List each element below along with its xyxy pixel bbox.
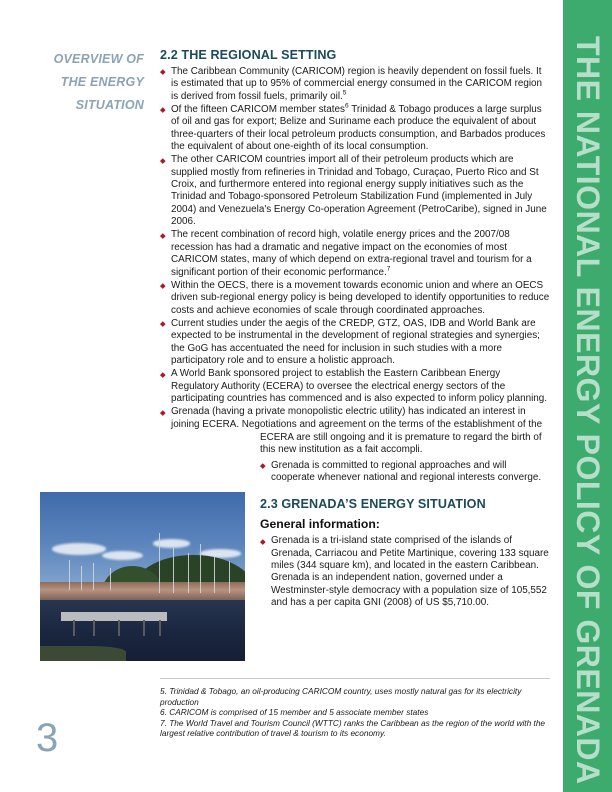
photo-piling — [143, 620, 145, 635]
photo-mast — [93, 563, 94, 590]
photo-cloud — [52, 543, 105, 555]
list-item — [260, 460, 550, 485]
list-item — [160, 280, 550, 317]
list-item — [160, 368, 550, 405]
subheading-general-information: General information: — [260, 517, 380, 532]
diamond-bullet-icon — [160, 108, 165, 113]
photo-shoreline — [40, 646, 126, 661]
footnote-7: 7. The World Travel and Tourism Council (WTTC) ranks the Caribbean as the region of the world with the largest relative contribution of travel & tourism to its economy. — [160, 717, 546, 739]
diamond-bullet-icon — [160, 283, 165, 288]
list-item — [160, 66, 550, 103]
diamond-bullet-icon — [160, 233, 165, 238]
list-item — [160, 104, 550, 153]
list-item-text: The other CARICOM countries import all of their petroleum products which are supplied mostly from refineries in Trinidad and Tobago, Curaçao, Puerto Rico and St Croix, and furthermore entered into regional energy supply initiatives such as the Trinidad and Tobago-sponsored Petroleum Stabilization Fund (implemented in July 2004) and Venezuela's Energy Co-operation Agreement (PetroCaribe), signed in June 2006. — [171, 154, 547, 228]
vertical-side-tab-title: THE NATIONAL ENERGY POLICY OF GRENADA — [570, 36, 606, 785]
diamond-bullet-icon — [160, 321, 165, 326]
list-item-text: A World Bank sponsored project to establish the Eastern Caribbean Energy Regulatory Authority (ECERA) to oversee the electrical energy sectors of the participating countries has commenced and is also expected to inform policy planning. — [171, 368, 548, 404]
bullet-list-2-3 — [260, 535, 550, 609]
photo-mast — [69, 560, 70, 590]
list-item-text: The Caribbean Community (CARICOM) region is heavily dependent on fossil fuels. It is estimated that up to 95% of commercial energy consumed in the CARICOM region is derived from fossil fuels, primarily oil. — [171, 66, 543, 102]
footnote-ref: 5 — [342, 89, 347, 97]
diamond-bullet-icon — [260, 463, 265, 468]
footnote-ref: 6 — [344, 102, 349, 110]
diamond-bullet-icon — [160, 410, 165, 415]
list-item — [260, 535, 550, 609]
diamond-bullet-icon — [160, 372, 165, 377]
list-item — [160, 229, 550, 278]
continuation-text: ECERA are still ongoing and it is premature to regard the birth of this new institution as a fait accompli. — [260, 431, 542, 456]
bullet-list-2-2 — [160, 66, 550, 431]
list-item-text: Grenada is a tri-island state comprised of the islands of Grenada, Carriacou and Petite Martinique, covering 133 square miles (344 square km), and located in the eastern Caribbean. Grenada is an independent nation, governed under a Westminster-style democracy with a population size of 105,552 and has a per capita GNI (2008) of US $5,710.00. — [271, 535, 549, 609]
photo-piling — [118, 620, 120, 635]
list-item — [160, 318, 550, 367]
diamond-bullet-icon — [260, 539, 265, 544]
list-item-text: Within the OECS, there is a movement towards economic union and where an OECS driven sub-regional energy policy is being developed to identify opportunities to reduce costs and achieve economies of scale through coordinated approaches. — [171, 279, 550, 316]
diamond-bullet-icon — [160, 70, 165, 75]
footnote-6: 6. CARICOM is comprised of 15 member and 5 associate member states — [160, 707, 429, 718]
margin-title-line-2: THE ENERGY — [60, 75, 144, 89]
margin-section-title — [36, 48, 144, 117]
photo-mast — [81, 566, 82, 590]
wrapped-continuation-block — [260, 432, 550, 457]
photo-jetty — [61, 612, 168, 621]
list-item-text-lead: Of the fifteen CARICOM member states — [171, 104, 345, 116]
photo-piling — [159, 620, 161, 635]
list-item — [160, 154, 550, 228]
vertical-side-tab — [563, 0, 612, 792]
photo-piling — [93, 620, 95, 635]
main-content — [160, 48, 550, 610]
list-item-text: Grenada (having a private monopolistic electric utility) has indicated an interest in joining ECERA. Negotiations and agreement on the terms of the establishment of the — [171, 406, 543, 430]
list-item — [160, 406, 550, 431]
page-number: 3 — [36, 716, 59, 760]
list-item-text: The recent combination of record high, volatile energy prices and the 2007/08 recession has had a dramatic and negative impact on the economies of most CARICOM states, many of which depend on extra-regional travel and tourism for a significant portion of their economic performance. — [171, 229, 532, 278]
photo-piling — [73, 620, 75, 635]
footnote-block — [160, 686, 552, 739]
margin-title-line-3: SITUATION — [75, 98, 144, 112]
list-item-text: Current studies under the aegis of the CREDP, GTZ, OAS, IDB and World Bank are expected to be instrumental in the development of regional strategies and synergies; the GoG has accentuated the need for inclusion in such studies with a more participatory role and to ensure a holistic approach. — [171, 317, 540, 366]
footnote-5: 5. Trinidad & Tobago, an oil-producing CARICOM country, uses mostly natural gas for its electricity production — [160, 686, 522, 707]
nested-bullet-list — [260, 460, 550, 485]
diamond-bullet-icon — [160, 158, 165, 163]
footnote-divider — [160, 678, 550, 679]
footnote-ref: 7 — [386, 265, 391, 273]
heading-2-3: 2.3 GRENADA’S ENERGY SITUATION — [260, 497, 486, 512]
list-item-text: Trinidad & Tobago produces a large surplus of oil and gas for export; Belize and Suriname each produce the equivalent of about three-quarters of their local petroleum products consumption, and Barbados produces the equivalent of about one-eighth of its local consumption. — [171, 104, 546, 153]
heading-2-2: 2.2 THE REGIONAL SETTING — [160, 48, 337, 62]
margin-title-line-1: OVERVIEW OF — [53, 52, 144, 66]
section-2-3-block — [260, 497, 550, 609]
list-item-text: Grenada is committed to regional approaches and will cooperate whenever national and regional interests converge. — [271, 459, 542, 483]
photo-mast — [110, 568, 111, 590]
